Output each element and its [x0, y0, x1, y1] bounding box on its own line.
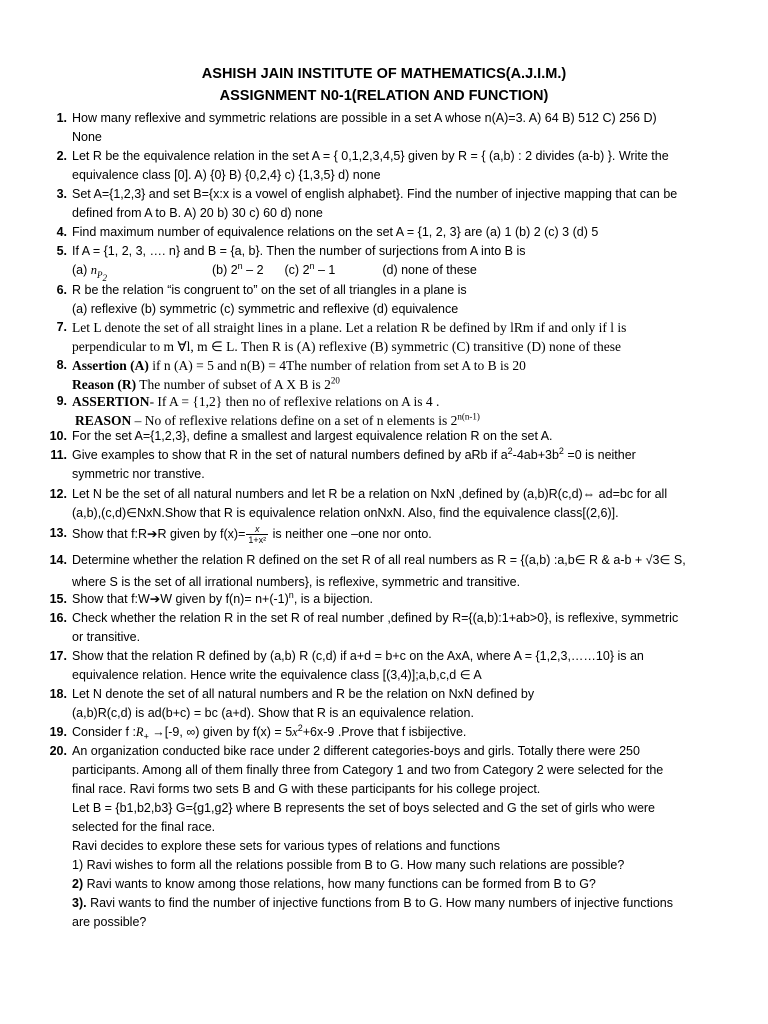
options-row: [72, 260, 752, 283]
option-c: (c) 2$^n$ – 1: [284, 260, 336, 277]
question-number: 20.: [49, 744, 67, 758]
question-text: (a) reflexive (b) symmetric (c) symmetric and reflexive (d) equivalence: [72, 302, 459, 316]
question-number: 5.: [56, 244, 67, 258]
question-number: 15.: [49, 592, 67, 606]
question-number: 7.: [56, 320, 67, 334]
sub-question-1: 1) Ravi wishes to form all the relations possible from B to G. How many such relations are possible?: [72, 858, 625, 872]
question-text: (a,b)R(c,d) is ad(b+c) = bc (a+d). Show that R is an equivalence relation.: [72, 706, 474, 720]
question-text: Check whether the relation R in the set R of real number ,defined by R={(a,b):1+ab>0}, is reflexive, symmetric: [72, 611, 679, 625]
assertion-label: ASSERTION: [72, 394, 150, 409]
question-text: If A = {1, 2, 3, …. n} and B = {a, b}. Then the number of surjections from A into B is: [72, 244, 526, 258]
question-text: symmetric nor transtive.: [72, 467, 205, 481]
question-number: 16.: [49, 611, 67, 625]
sub-question-2: 2) Ravi wants to know among those relations, how many functions can be formed from B to G?: [72, 877, 596, 891]
question-number: 2.: [56, 149, 67, 163]
question-text: final race. Ravi forms two sets B and G with these participants for his college project.: [72, 782, 541, 796]
assignment-title: ASSIGNMENT N0-1(RELATION AND FUNCTION): [219, 88, 549, 104]
question-text: R be the relation “is congruent to” on the set of all triangles in a plane is: [72, 283, 467, 297]
assertion-line: ASSERTION- If A = {1,2} then no of reflexive relations on A is 4 .: [72, 394, 440, 409]
assertion-label: Assertion (A): [72, 358, 149, 373]
option-d: (d) none of these: [382, 263, 477, 277]
question-text: Determine whether the relation R defined on the set R of all real numbers as R = {(a,b) :a,b∈ R & a-b + √3∈ S,: [72, 553, 686, 567]
question-number: 14.: [49, 553, 67, 567]
question-text: participants. Among all of them finally three from Category 1 and two from Category 2 were selected for the: [72, 763, 664, 777]
reason-line: REASON – No of reflexive relations define on a set of n elements is $2^{n(n-1)}$: [75, 411, 480, 428]
option-a: (a) $n_{P_2}$: [72, 263, 107, 283]
sub-question-3: 3). Ravi wants to find the number of injective functions from B to G. How many numbers of injective functions: [72, 896, 673, 910]
question-number: 9.: [56, 394, 67, 408]
question-text: or transitive.: [72, 630, 141, 644]
question-text: Give examples to show that R in the set of natural numbers defined by aRb if $a^2-4ab+3b^2 =0$ is neither: [72, 445, 636, 462]
question-text: (a,b),(c,d)∈NxN.Show that R is equivalence relation onNxN. Also, find the equivalence class[(2,6)].: [72, 506, 619, 520]
option-b: (b) 2$^n$ – 2: [211, 260, 264, 277]
reason-label: REASON: [75, 413, 132, 428]
question-number: 10.: [49, 429, 67, 443]
question-text: Let L denote the set of all straight lines in a plane. Let a relation R be defined by lRm if and only if l is: [72, 320, 627, 335]
reason-line: Reason (R) The number of subset of A X B is $2^{20}$: [72, 375, 340, 392]
institute-title: ASHISH JAIN INSTITUTE OF MATHEMATICS(A.J.I.M.): [201, 66, 567, 82]
question-text: are possible?: [72, 915, 147, 929]
question-number: 13.: [49, 526, 67, 540]
question-number: 12.: [49, 487, 67, 501]
question-text: defined from A to B. A) 20 b) 30 c) 60 d) none: [72, 206, 323, 220]
reason-label: Reason (R): [72, 377, 137, 392]
question-number: 17.: [49, 649, 67, 663]
question-text: Ravi decides to explore these sets for various types of relations and functions: [72, 839, 501, 853]
question-text: None: [72, 130, 102, 144]
question-text: Show that f:W➔W given by $f(n)= n+(-1)^n$, is a bijection.: [72, 589, 374, 606]
question-text: An organization conducted bike race under 2 different categories-boys and girls. Totally there were 250: [72, 744, 640, 758]
question-text: equivalence class [0]. A) {0} B) {0,2,4} c) {1,3,5} d) none: [72, 168, 381, 182]
question-text: equivalence relation. Hence write the equivalence class [(3,4)];a,b,c,d ∈ A: [72, 668, 482, 682]
question-number: 6.: [56, 283, 67, 297]
question-text: perpendicular to m ∀l, m ∈ L. Then R is (A) reflexive (B) symmetric (C) transitive (D) none of these: [72, 339, 621, 354]
question-text: where S is the set of all irrational numbers}, is reflexive, symmetric and transitive.: [72, 575, 521, 589]
question-text: How many reflexive and symmetric relations are possible in a set A whose n(A)=3. A) 64 B) 512 C) 256 D): [72, 111, 657, 125]
question-text: Let N denote the set of all natural numbers and R be the relation on NxN defined by: [72, 687, 535, 701]
question-text: Let B = {b1,b2,b3} G={g1,g2} where B represents the set of boys selected and G the set of girls who were: [72, 801, 656, 815]
question-text: selected for the final race.: [72, 820, 216, 834]
question-text: Show that the relation R defined by (a,b) R (c,d) if a+d = b+c on the AxA, where A = {1,2,3,……10} is an: [72, 649, 644, 663]
question-number: 4.: [56, 225, 67, 239]
question-text: Consider f $:R_+ \to[-9$, ∞) given by $f(x) = 5x^2+6x-9$ .Prove that f isbijective.: [72, 722, 467, 742]
question-text: Let N be the set of all natural numbers and let R be a relation on NxN ,defined by (a,b)R(c,d)⇔ ad=bc for all: [72, 487, 668, 501]
question-text: Let R be the equivalence relation in the set A = { 0,1,2,3,4,5} given by R = { (a,b) : 2 divides (a-b) }. Write the: [72, 149, 669, 163]
question-text: Show that f:R➔R given by f(x)= $\frac{x}{\text{1+x²}}$ is neither one –one nor onto.: [72, 524, 432, 545]
question-text: Set A={1,2,3} and set B={x:x is a vowel of english alphabet}. Find the number of injective mapping that can be: [72, 187, 678, 201]
question-text: For the set A={1,2,3}, define a smallest and largest equivalence relation R on the set A.: [72, 429, 553, 443]
fraction: $\frac{x}{\text{1+x²}}$: [248, 524, 267, 545]
assertion-line: Assertion (A) if n (A) = 5 and n(B) = 4The number of relation from set A to B is 20: [72, 358, 526, 373]
question-number: 1.: [56, 111, 67, 125]
question-number: 3.: [56, 187, 67, 201]
question-number: 8.: [56, 358, 67, 372]
question-text: Find maximum number of equivalence relations on the set A = {1, 2, 3} are (a) 1 (b) 2 (c) 3 (d) 5: [72, 225, 599, 239]
question-number: 18.: [49, 687, 67, 701]
question-number: 11.: [50, 448, 67, 462]
question-number: 19.: [49, 725, 67, 739]
